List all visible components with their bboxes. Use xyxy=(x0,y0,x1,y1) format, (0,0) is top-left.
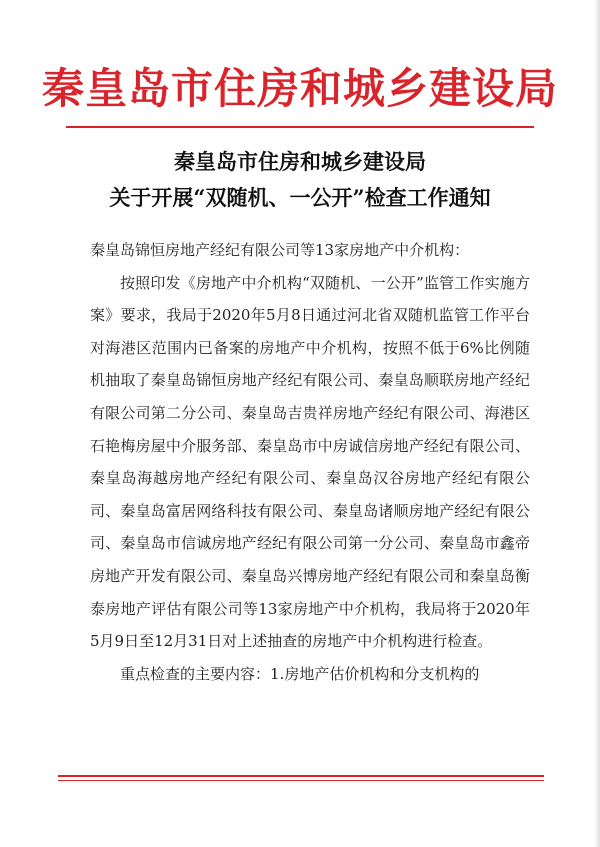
addressee: 秦皇岛锦恒房地产经纪有限公司等13家房地产中介机构： xyxy=(90,241,470,259)
paragraph-1: 按照印发《房地产中介机构“双随机、一公开”监管工作实施方案》要求，我局于2020年5月8日通过河北省双随机监管工作平台对海港区范围内已备案的房地产中介机构，按照不低于6%比例随机抽取了秦皇岛锦恒房地产经纪有限公司、秦皇岛顺联房地产经纪有限公司第二分公司、秦皇岛吉贵祥房地产经纪有限公司、海港区石艳梅房屋中介服务部、秦皇岛市中房诚信房地产经纪有限公司、秦皇岛海越房地产经纪有限公司、秦皇岛汉谷房地产经纪有限公司、秦皇岛富居网络科技有限公司、秦皇岛诸顺房地产经纪有限公司、秦皇岛市信诚房地产经纪有限公司第一分公司、秦皇岛市鑫帝房地产开发有限公司、秦皇岛兴博房地产经纪有限公司和秦皇岛衡泰房地产评估有限公司等13家房地产中介机构，我局将于2020年5月9日至12月31日对上述抽查的房地产中介机构进行检查。 xyxy=(90,273,530,651)
notice-title-line1: 秦皇岛市住房和城乡建设局 xyxy=(174,149,426,174)
notice-title-line2: 关于开展“双随机、一公开”检查工作通知 xyxy=(109,185,491,210)
footer-divider-thin xyxy=(58,780,544,781)
paragraph-2: 重点检查的主要内容：1.房地产估价机构和分支机构的 xyxy=(120,664,480,683)
notice-body xyxy=(90,234,530,690)
footer-divider-thick xyxy=(58,775,544,777)
masthead-divider xyxy=(66,126,534,128)
page-edge-shadow xyxy=(594,0,600,847)
masthead-title: 秦皇岛市住房和城乡建设局 xyxy=(41,64,558,113)
